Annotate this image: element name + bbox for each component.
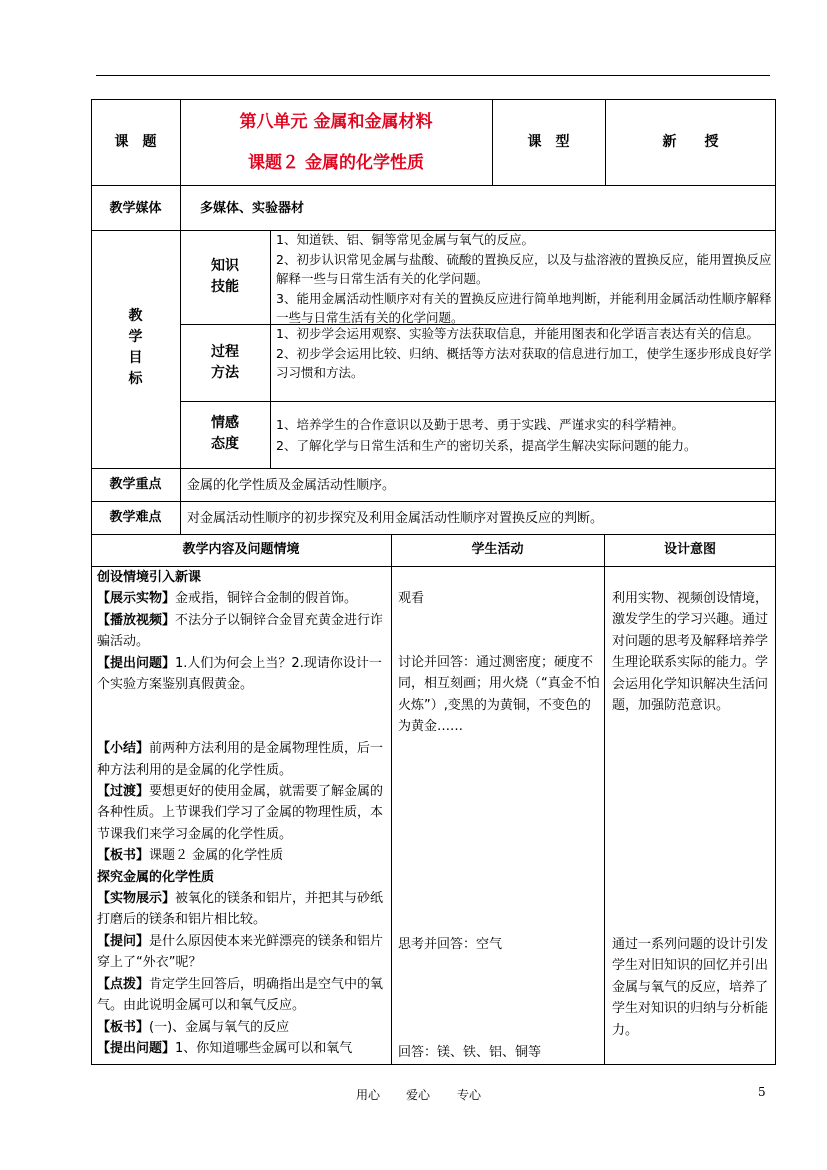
section-title: 创设情境引入新课 <box>97 570 202 585</box>
key-point-label: 教学重点 <box>109 477 162 492</box>
list-item: 【过渡】要想更好的使用金属，就需要了解金属的各种性质。上节课我们学习了金属的物理性质，本节课我们来学习金属的化学性质。 <box>97 784 384 842</box>
column-header-activity: 学生活动 <box>471 542 524 557</box>
list-item: 1、知道铁、铝、铜等常见金属与氧气的反应。 <box>276 232 534 247</box>
list-item: 2、初步学会运用比较、归纳、概括等方法对获取的信息进行加工，使学生逐步形成良好学习习惯和方法。 <box>276 345 772 380</box>
list-item: 2、初步认识常见金属与盐酸、硫酸的置换反应，以及与盐溶液的置换反应，能用置换反应解释一些与日常生活有关的化学问题。 <box>276 251 772 286</box>
design-intent-2: 通过一系列问题的设计引发学生对旧知识的回忆并引出金属与氧气的反应，培养了学生对知识的归纳与分析能力。 <box>612 937 769 1038</box>
type-value: 新 授 <box>662 134 719 150</box>
key-point-value: 金属的化学性质及金属活动性顺序。 <box>187 478 396 493</box>
footer-text: 专心 <box>457 1088 482 1102</box>
list-item: 【实物展示】被氧化的镁条和铝片，并把其与砂纸打磨后的镁条和铝片相比较。 <box>97 891 384 928</box>
list-item: 【点拨】肯定学生回答后，明确指出是空气中的氧气。由此说明金属可以和氧气反应。 <box>97 976 384 1014</box>
list-item: 【提问】是什么原因使本来光鲜漂亮的镁条和铝片穿上了“外衣”呢？ <box>97 933 384 971</box>
list-item: 1、初步学会运用观察、实验等方法获取信息，并能用图表和化学语言表达有关的信息。 <box>276 326 759 341</box>
difficulty-label: 教学难点 <box>109 510 162 525</box>
list-item: 2、了解化学与日常生活和生产的密切关系，提高学生解决实际问题的能力。 <box>276 438 697 453</box>
col-divider <box>270 230 271 468</box>
column-header-content: 教学内容及问题情境 <box>182 542 300 557</box>
knowledge-items <box>276 230 772 328</box>
unit-title: 第八单元 金属和金属材料 <box>239 112 433 132</box>
col-divider <box>391 534 392 1065</box>
process-label: 过程 方法 <box>211 344 239 381</box>
footer-text: 爱心 <box>406 1088 431 1102</box>
section-title: 探究金属的化学性质 <box>97 869 215 885</box>
design-intent-1: 利用实物、视频创设情境，激发学生的学习兴趣。通过对问题的思考及解释培养学生理论联系实际的能力。学会运用化学知识解决生活问题，加强防范意识。 <box>612 591 769 714</box>
goals-label: 教 学 目 标 <box>128 308 143 387</box>
emotion-label: 情感 态度 <box>211 415 239 452</box>
list-item: 【小结】前两种方法利用的是金属物理性质，后一种方法利用的是金属的化学性质。 <box>97 741 384 778</box>
list-item: 【板书】(一)、金属与氧气的反应 <box>97 1019 290 1035</box>
list-item: 1、培养学生的合作意识以及勤于思考、勇于实践、严谨求实的科学精神。 <box>276 417 684 432</box>
difficulty-value: 对金属活动性顺序的初步探究及利用金属活动性顺序对置换反应的判断。 <box>187 511 604 526</box>
knowledge-label: 知识 技能 <box>211 258 239 295</box>
row-divider <box>91 185 776 186</box>
student-activity-2: 讨论并回答：通过测密度；硬度不同，相互刻画；用火烧（“真金不怕火炼”）,变黑的为黄铜，不变色的为黄金…… <box>398 655 600 735</box>
student-activity-1: 观看 <box>398 591 425 606</box>
header-rule <box>96 75 770 76</box>
column-header-intent: 设计意图 <box>663 542 716 557</box>
emotion-items <box>276 414 772 456</box>
row-divider <box>91 501 776 502</box>
list-item: 【播放视频】不法分子以铜锌合金冒充黄金进行诈骗活动。 <box>97 612 384 650</box>
list-item: 【提出问题】1、你知道哪些金属可以和氧气 <box>97 1040 353 1056</box>
student-activity-4: 回答：镁、铁、铝、铜等 <box>398 1045 542 1060</box>
row-divider <box>91 534 776 535</box>
lesson-title: 课题２ 金属的化学性质 <box>248 153 424 173</box>
list-item: 【提出问题】1.人们为何会上当？2.现请你设计一个实验方案鉴别真假黄金。 <box>97 655 382 693</box>
media-label: 教学媒体 <box>109 201 162 216</box>
student-activity-3: 思考并回答：空气 <box>398 937 503 952</box>
list-item: 3、能用金属活动性顺序对有关的置换反应进行简单地判断，并能利用金属活动性顺序解释一些与日常生活有关的化学问题。 <box>276 290 772 325</box>
page-number: 5 <box>758 1085 766 1099</box>
lesson-label: 课 题 <box>114 134 157 150</box>
list-item: 【展示实物】金戒指，铜锌合金制的假首饰。 <box>97 591 358 607</box>
row-divider <box>91 468 776 469</box>
type-label: 课 型 <box>527 134 570 150</box>
footer-text: 用心 <box>356 1088 381 1102</box>
teaching-content <box>97 567 387 1059</box>
media-value: 多媒体、实验器材 <box>200 201 305 216</box>
process-items <box>276 324 772 383</box>
list-item: 【板书】课题２ 金属的化学性质 <box>97 848 284 864</box>
col-divider <box>604 534 605 1065</box>
